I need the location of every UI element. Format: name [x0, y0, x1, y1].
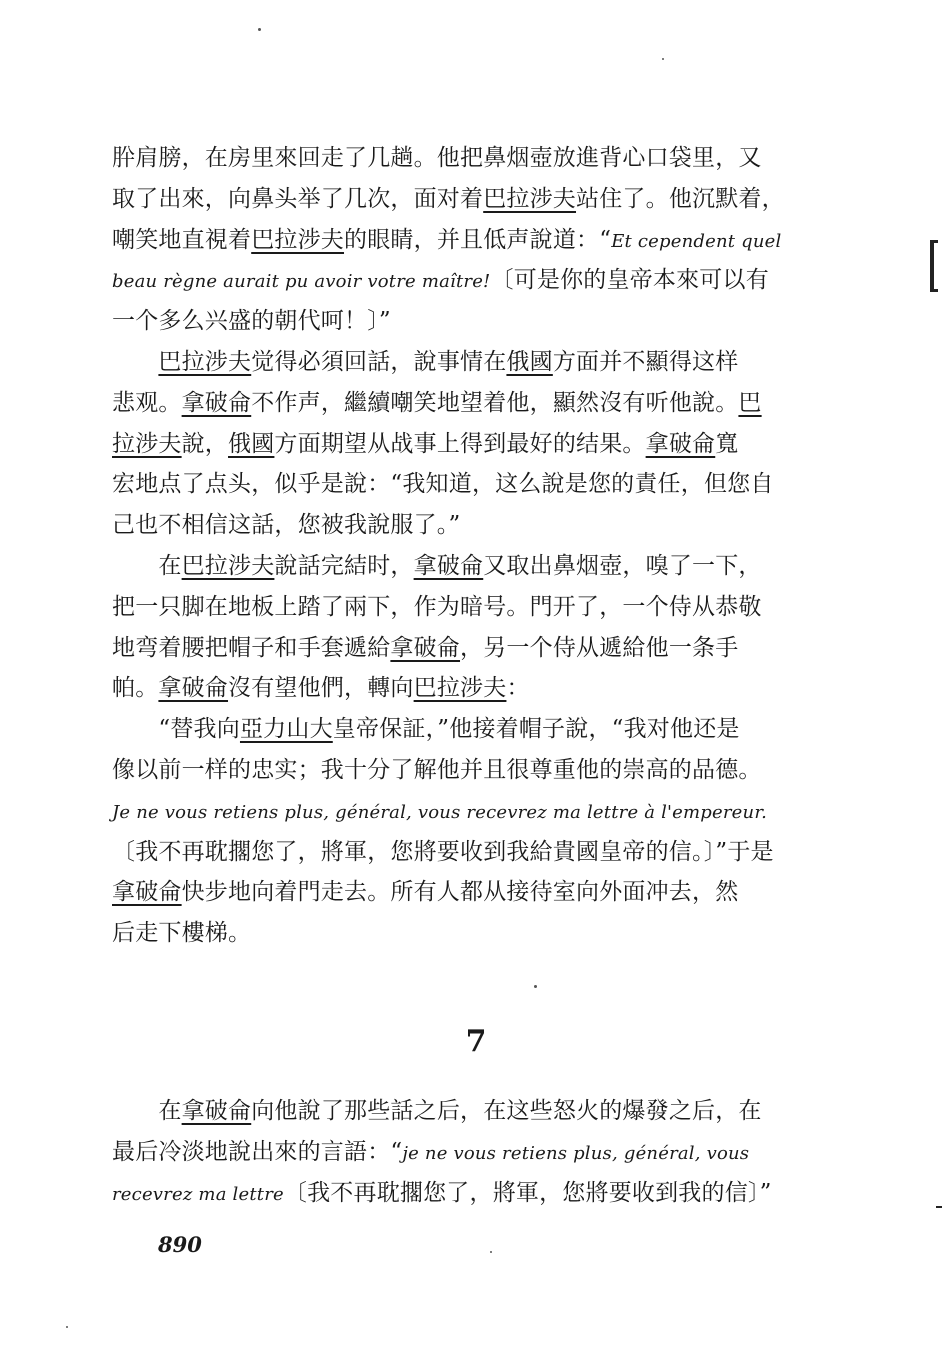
- text-segment: 〔我不再耽擱您了，將軍，您將要收到我給貴國皇帝的信。〕”于是: [112, 838, 774, 865]
- text-line: [112, 429, 792, 459]
- underlined-name: 拉涉夫: [112, 430, 182, 457]
- text-line: [112, 633, 792, 663]
- text-segment: “替我向: [112, 716, 240, 743]
- underlined-name: 拿破侖: [413, 553, 484, 579]
- scan-speck: [258, 28, 261, 31]
- text-line: [112, 184, 792, 214]
- text-segment: 最后冷淡地說出來的言語：“: [112, 1139, 403, 1165]
- text-line: [112, 755, 792, 785]
- underlined-name: 拿破侖: [181, 1098, 252, 1124]
- text-line: [112, 388, 792, 418]
- underlined-name: 巴拉涉夫: [483, 185, 577, 212]
- chapter-number: 7: [465, 1024, 487, 1059]
- underlined-name: 俄國: [506, 349, 553, 375]
- scan-bracket-mark: [930, 240, 934, 292]
- text-segment: 一个多么兴盛的朝代呵！〕”: [112, 308, 391, 335]
- french-phrase: beau règne aurait pu avoir votre maître!: [112, 271, 491, 293]
- text-segment: 取了出來，向鼻头举了几次，面对着: [112, 185, 484, 212]
- text-segment: 皇帝保証，”他接着帽子說，“我对他还是: [332, 716, 740, 743]
- underlined-name: 拿破侖: [158, 675, 229, 702]
- text-segment: 說，: [181, 430, 229, 457]
- text-segment: 己也不相信这話，您被我說服了。”: [112, 512, 461, 539]
- text-line: [112, 673, 792, 703]
- page-number: 890: [158, 1232, 202, 1257]
- text-line: [112, 265, 792, 297]
- text-line: [112, 918, 792, 948]
- text-segment: [112, 349, 158, 375]
- text-line: [112, 837, 792, 867]
- text-segment: 悲观。: [112, 389, 182, 416]
- underlined-name: 拿破侖: [181, 389, 252, 416]
- text-segment: ：: [506, 675, 530, 702]
- text-segment: 方面期望从战事上得到最好的结果。: [274, 430, 646, 457]
- text-segment: 像以前一样的忠实；我十分了解他并且很尊重他的崇高的品德。: [112, 757, 762, 783]
- text-segment: 在: [112, 1098, 182, 1124]
- text-segment: 站住了。他沉默着，: [576, 185, 785, 212]
- text-segment: 宏地点了点头，似乎是說：“我知道，这么說是您的責任，但您自: [112, 471, 774, 498]
- text-segment: 向他說了那些話之后，在这些怒火的爆發之后，在: [251, 1098, 762, 1124]
- text-segment: 〔可是你的皇帝本來可以有: [490, 267, 769, 294]
- text-line: [112, 1137, 792, 1169]
- text-segment: 不作声，繼續嘲笑地望着他，顯然沒有听他說。: [251, 389, 739, 416]
- text-segment: 快步地向着門走去。所有人都从接待室向外面冲去，然: [181, 879, 739, 906]
- scan-speck: [490, 1251, 492, 1253]
- french-phrase: Je ne vous retiens plus, général, vous recevrez ma lettre à l'empereur.: [112, 801, 768, 823]
- text-segment: 嘲笑地直視着: [112, 226, 252, 253]
- text-segment: 在: [112, 553, 182, 579]
- underlined-name: 巴拉涉夫: [413, 675, 507, 702]
- text-line: [112, 1096, 792, 1126]
- text-line: [112, 877, 792, 907]
- underlined-name: 亞力山大: [239, 716, 333, 743]
- scan-bracket-tick: [930, 240, 938, 243]
- text-segment: 又取出鼻烟壺，嗅了一下，: [483, 553, 762, 579]
- text-segment: 地弯着腰把帽子和手套遞給: [112, 634, 391, 661]
- scan-edge-mark: [936, 1206, 942, 1208]
- text-line: [112, 469, 792, 499]
- underlined-name: 拿破侖: [645, 430, 716, 457]
- text-line: [112, 347, 792, 377]
- text-segment: 肸肩膀，在房里來回走了几趟。他把鼻烟壺放進背心口袋里，又: [112, 145, 762, 171]
- text-segment: 沒有望他們，轉向: [228, 675, 414, 702]
- french-phrase: recevrez ma lettre: [112, 1184, 284, 1205]
- underlined-name: 巴拉涉夫: [158, 349, 252, 375]
- text-segment: ，另一个侍从遞給他一条手: [460, 634, 739, 661]
- french-phrase: Et cependent quel: [611, 230, 782, 252]
- underlined-name: 拿破侖: [112, 879, 182, 906]
- text-segment: 把一只脚在地板上踏了兩下，作为暗号。門开了，一个侍从恭敬: [112, 593, 762, 620]
- text-line: [112, 225, 792, 257]
- text-line: [112, 143, 792, 173]
- text-line: [112, 551, 792, 581]
- underlined-name: 拿破侖: [390, 634, 461, 661]
- text-segment: 寬: [715, 430, 739, 457]
- french-phrase: je ne vous retiens plus, général, vous: [402, 1143, 750, 1164]
- text-line: [112, 510, 792, 540]
- text-line: [112, 592, 792, 622]
- text-line: [112, 1178, 792, 1210]
- text-segment: 的眼睛，并且低声說道：“: [344, 226, 612, 253]
- scan-bracket-tick: [930, 289, 938, 292]
- text-segment: 后走下樓梯。: [112, 920, 252, 947]
- text-line: [112, 714, 792, 744]
- text-segment: 方面并不顯得这样: [552, 349, 739, 375]
- scan-speck: [66, 1326, 68, 1328]
- scan-speck: [662, 58, 664, 60]
- text-segment: 說話完結时，: [274, 553, 414, 579]
- underlined-name: 巴: [738, 389, 762, 416]
- text-segment: 〔我不再耽擱您了，將軍，您將要收到我的信〕”: [283, 1180, 772, 1206]
- underlined-name: 巴拉涉夫: [181, 553, 275, 579]
- text-segment: 帕。: [112, 675, 159, 702]
- underlined-name: 巴拉涉夫: [251, 226, 345, 253]
- scan-speck: [534, 985, 537, 988]
- text-segment: 觉得必須回話，說事情在: [251, 349, 507, 375]
- text-line: [112, 306, 792, 336]
- underlined-name: 俄國: [228, 430, 275, 457]
- text-line: [112, 796, 792, 828]
